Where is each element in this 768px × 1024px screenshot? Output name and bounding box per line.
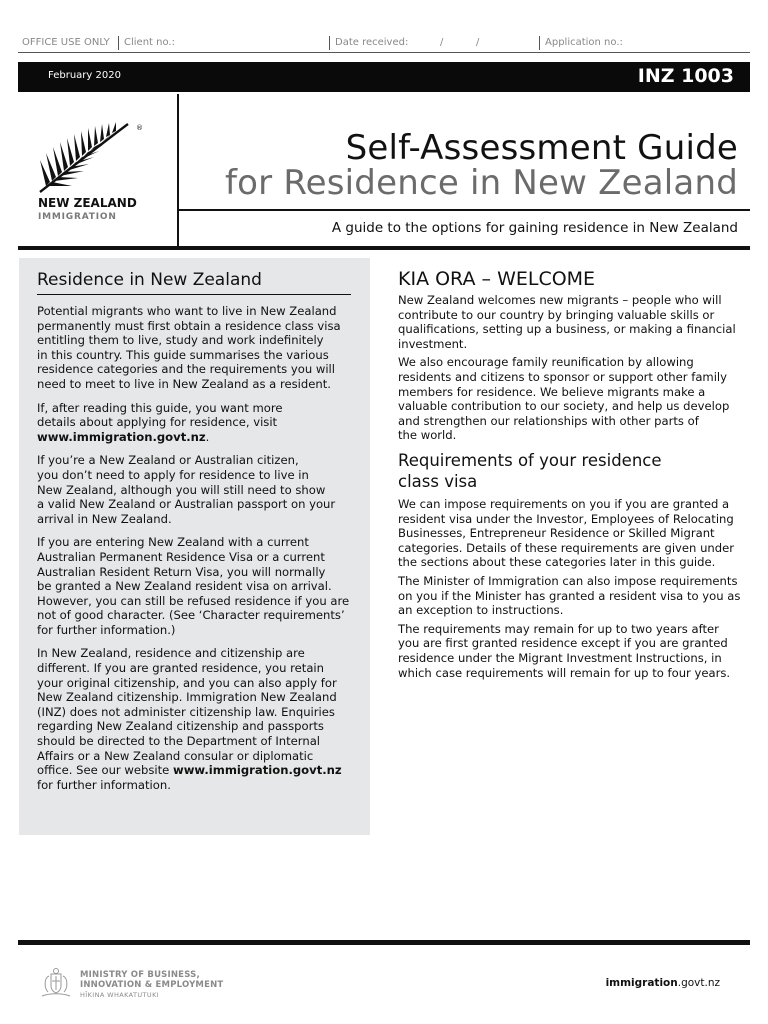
paragraph: If you’re a New Zealand or Australian citizen, you don’t need to apply for residence to live in New Zealand, although you will still need to show a valid New Zealand or Australian passport on your arrival in New Zealand.	[37, 453, 336, 526]
website-link[interactable]: www.immigration.govt.nz	[37, 429, 206, 444]
paragraph: We also encourage family reunification by allowing residents and citizens to sponsor or support other family members for residence. We believe migrants make a valuable contribution to our society, and help us develop and strengthen our relationships with other parts of the world.	[398, 355, 730, 443]
ministry-name-line2: INNOVATION & EMPLOYMENT	[80, 980, 224, 990]
date-slash: /	[476, 37, 480, 48]
client-no-field: Client no.:	[124, 37, 175, 48]
footer-rule	[18, 940, 750, 945]
heading-rule	[37, 294, 351, 295]
divider	[539, 36, 540, 50]
form-code: INZ 1003	[637, 65, 734, 87]
header-divider-vertical	[177, 94, 179, 248]
footer-url-rest: .govt.nz	[677, 977, 720, 989]
paragraph: Potential migrants who want to live in New Zealand permanently must first obtain a residence class visa entitling them to live, study and work indefinitely in this country. This guide summarises the various residence categories and the requirements you will need to meet to live in New Zealand as a resident.	[37, 304, 341, 391]
paragraph-text: If, after reading this guide, you want more details about applying for residence, visit	[37, 400, 283, 430]
date-slash: /	[440, 37, 444, 48]
divider	[118, 36, 119, 50]
office-use-label: OFFICE USE ONLY	[22, 37, 110, 48]
residence-body	[37, 304, 355, 801]
ministry-name-line1: MINISTRY OF BUSINESS,	[80, 970, 200, 980]
paragraph-text: .	[205, 429, 210, 444]
date-received-field: Date received:	[335, 37, 409, 48]
welcome-body	[398, 293, 750, 447]
nz-coat-of-arms-icon	[38, 966, 74, 1000]
paragraph	[37, 401, 355, 445]
logo-wordmark: NEW ZEALAND	[38, 196, 137, 210]
website-link[interactable]: www.immigration.govt.nz	[172, 763, 342, 778]
residence-heading: Residence in New Zealand	[37, 270, 262, 290]
paragraph: The requirements may remain for up to two years after you are first granted residence except if you are granted residence under the Migrant Investment Instructions, in which case requirements will remain for up to four years.	[398, 621, 731, 680]
paragraph: We can impose requirements on you if you are granted a resident visa under the Investor, Employees of Relocating Businesses, Entrepreneur Residence or Skilled Migrant categories. Details of these requirements are given under the sections about these categories later in this guide.	[398, 497, 735, 570]
application-no-field: Application no.:	[545, 37, 623, 48]
divider	[329, 36, 330, 50]
publication-date: February 2020	[48, 70, 121, 81]
registered-mark: ®	[136, 124, 143, 132]
paragraph: If you are entering New Zealand with a current Australian Permanent Residence Visa or a current Australian Resident Return Visa, you will normally be granted a New Zealand resident visa on arrival. However, you can still be refused residence if you are not of good character. (See ‘Character requirements’ for further information.)	[37, 535, 350, 637]
header-bottom-rule	[18, 246, 750, 250]
requirements-heading: Requirements of your residence class visa	[398, 451, 662, 491]
paragraph	[37, 646, 355, 792]
footer-url-bold: immigration	[605, 977, 678, 989]
paragraph-text: for further information.	[37, 777, 171, 792]
footer-website-link[interactable]	[606, 977, 720, 989]
header-banner	[18, 62, 750, 92]
requirements-body	[398, 497, 750, 684]
page-subtitle: A guide to the options for gaining residence in New Zealand	[331, 220, 738, 236]
paragraph: New Zealand welcomes new migrants – people who will contribute to our country by bringing valuable skills or qualifications, setting up a business, or making a financial investment.	[398, 293, 736, 351]
header-divider-horizontal	[179, 209, 750, 211]
ministry-maori-name: HĪKINA WHAKATUTUKI	[80, 991, 160, 999]
welcome-heading: KIA ORA – WELCOME	[398, 268, 596, 290]
page-title-line2: for Residence in New Zealand	[224, 163, 738, 203]
paragraph: The Minister of Immigration can also impose requirements on you if the Minister has granted a resident visa to you as an exception to instructions.	[398, 573, 741, 618]
paragraph-text: In New Zealand, residence and citizenship are different. If you are granted residence, you retain your original citizenship, and you can also apply for New Zealand citizenship. Immigration New Zealand (INZ) does not administer citizenship law. Enquiries regarding New Zealand citizenship and passports should be directed to the Department of Internal Affairs or a New Zealand consular or diplomatic office. See our website	[37, 646, 337, 778]
page-title: Self-Assessment Guide	[345, 128, 738, 168]
logo-subtitle: IMMIGRATION	[38, 212, 117, 222]
office-use-row	[18, 36, 750, 53]
